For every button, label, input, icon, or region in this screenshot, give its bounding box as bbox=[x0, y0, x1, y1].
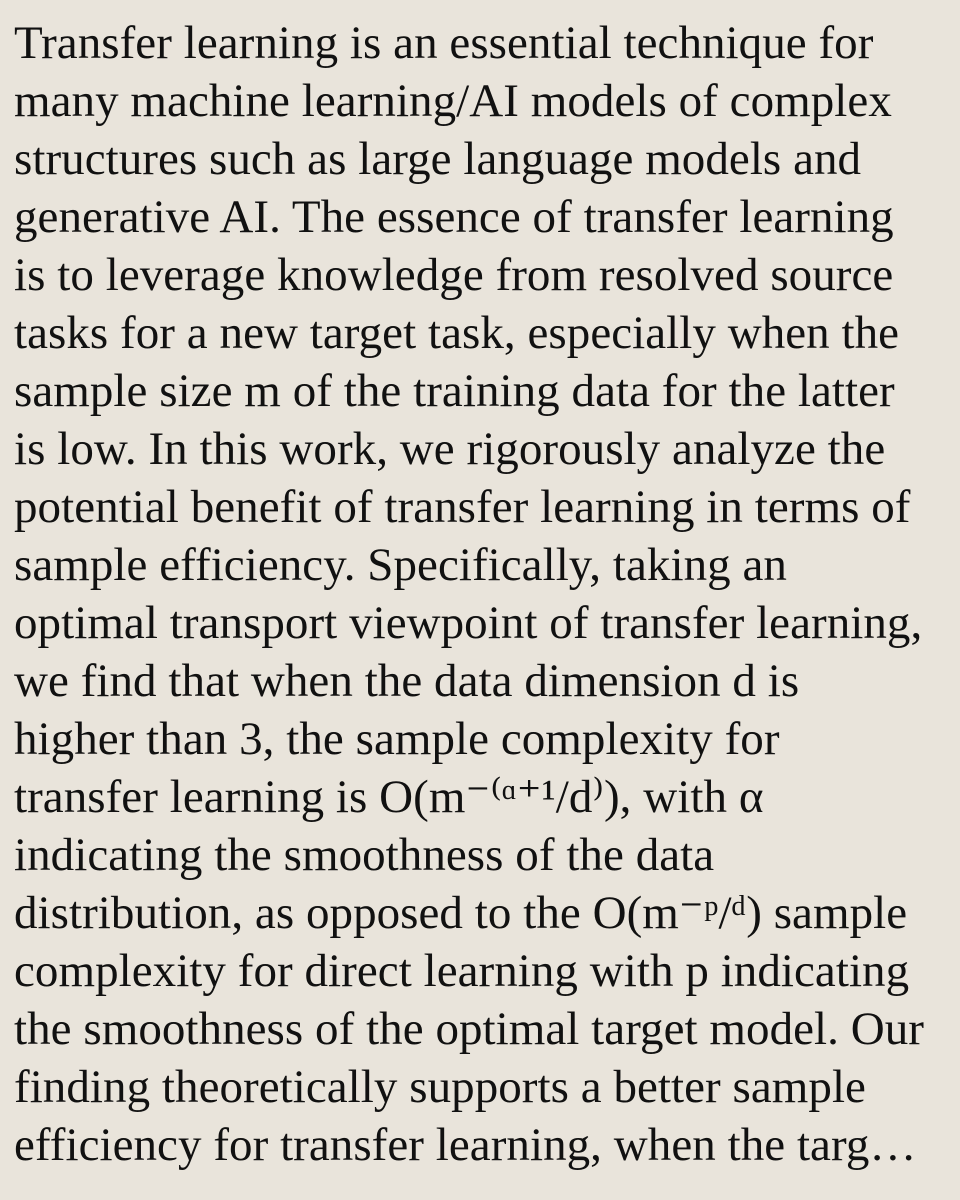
abstract-line: structures such as large language models and bbox=[14, 133, 862, 185]
abstract-line: sample size m of the training data for the latter bbox=[14, 365, 895, 417]
abstract-line: transfer learning is O(m⁻⁽ᵅ⁺¹/d⁾), with α bbox=[14, 771, 764, 823]
abstract-line: higher than 3, the sample complexity for bbox=[14, 713, 780, 765]
abstract-line: many machine learning/AI models of complex bbox=[14, 75, 892, 127]
abstract-line: we find that when the data dimension d is bbox=[14, 655, 800, 707]
abstract-line: complexity for direct learning with p indicating bbox=[14, 945, 910, 997]
abstract-line: efficiency for transfer learning, when the targ… bbox=[14, 1119, 917, 1171]
abstract-line: tasks for a new target task, especially when the bbox=[14, 307, 900, 359]
abstract-line: sample efficiency. Specifically, taking an bbox=[14, 539, 787, 591]
abstract-line: indicating the smoothness of the data bbox=[14, 829, 715, 881]
abstract-line: Transfer learning is an essential technique for bbox=[14, 17, 874, 69]
abstract-line: is low. In this work, we rigorously analyze the bbox=[14, 423, 886, 475]
abstract-line: potential benefit of transfer learning in terms of bbox=[14, 481, 911, 533]
abstract-line: optimal transport viewpoint of transfer learning, bbox=[14, 597, 923, 649]
abstract-text bbox=[14, 14, 946, 1174]
abstract-line: finding theoretically supports a better sample bbox=[14, 1061, 866, 1113]
abstract-line: is to leverage knowledge from resolved source bbox=[14, 249, 894, 301]
abstract-line: distribution, as opposed to the O(m⁻ᵖ/ᵈ) sample bbox=[14, 887, 908, 939]
abstract-line: generative AI. The essence of transfer learning bbox=[14, 191, 894, 243]
abstract-line: the smoothness of the optimal target model. Our bbox=[14, 1003, 924, 1055]
